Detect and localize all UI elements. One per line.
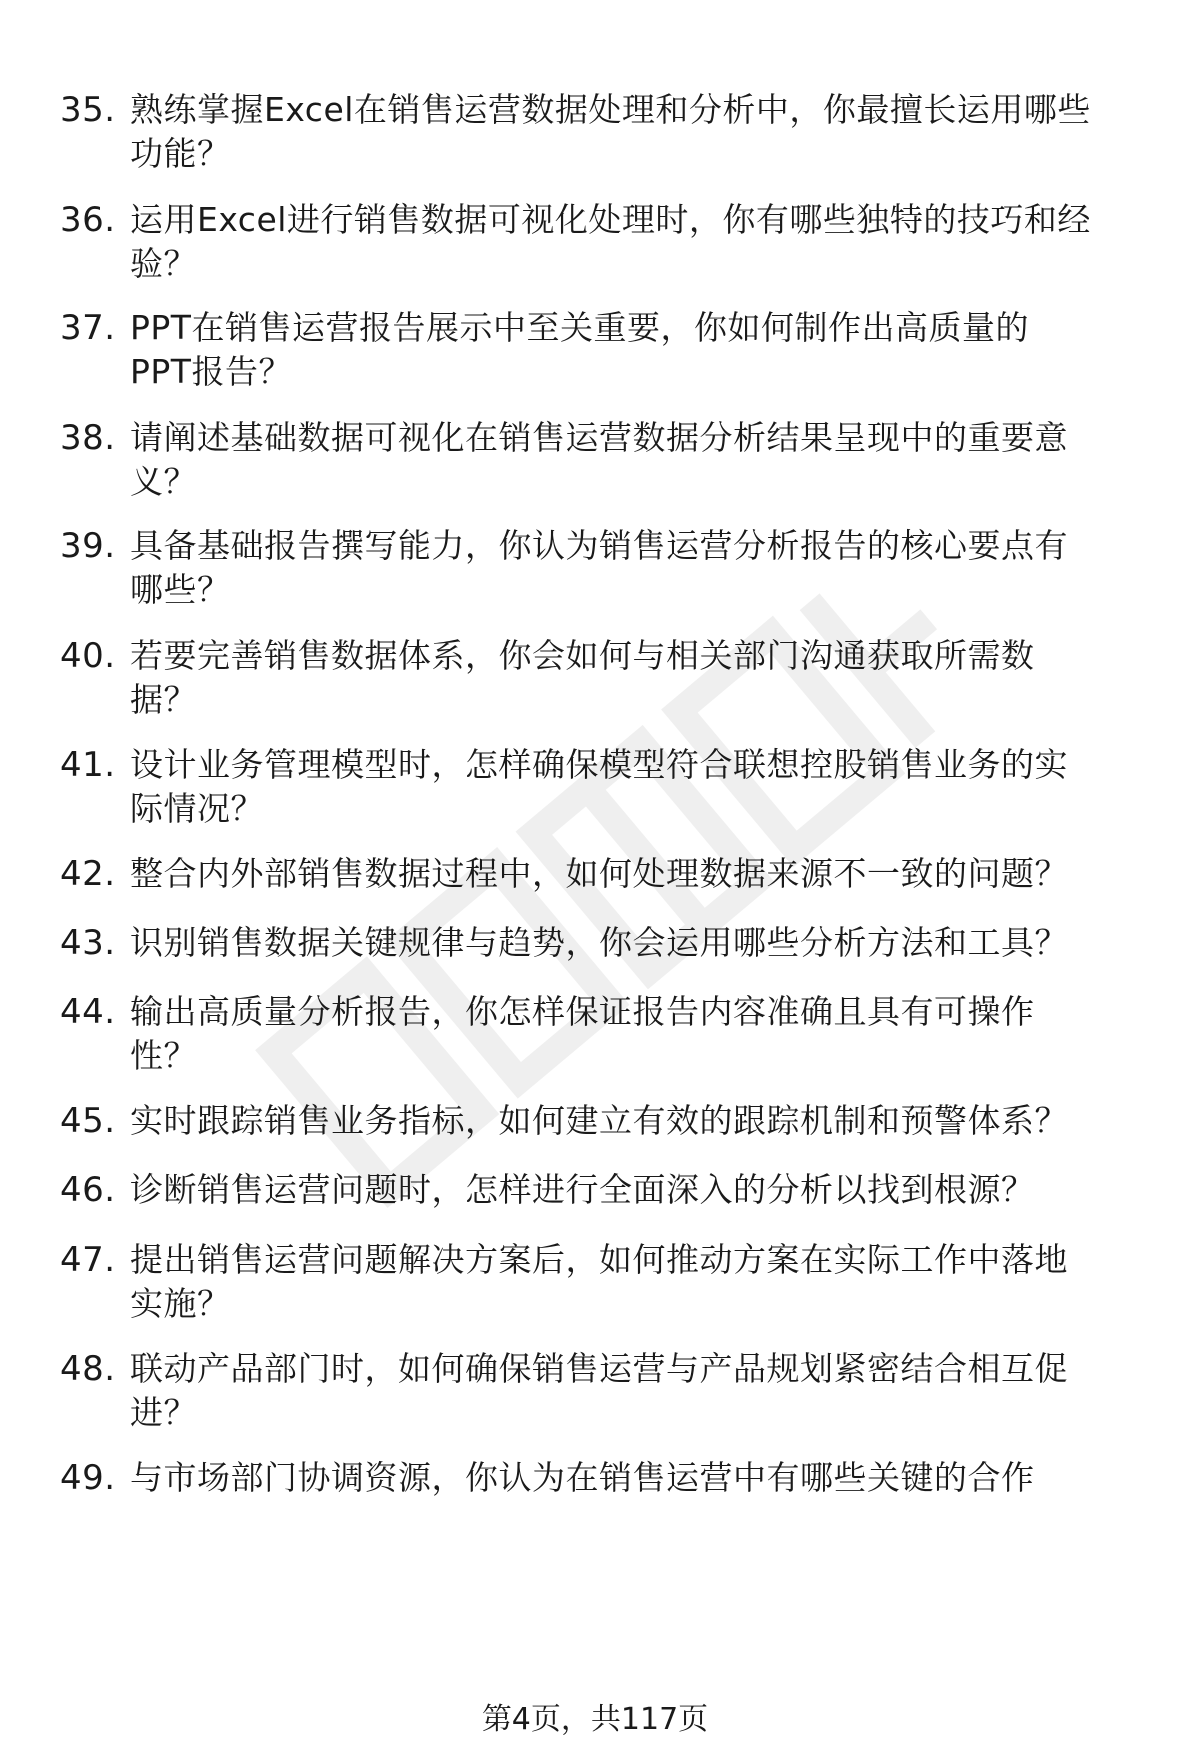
question-text [130,1238,1170,1326]
question-number: 45. [60,1101,116,1141]
question-line: 诊断销售运营问题时，怎样进行全面深入的分析以找到根源？ [130,1170,1035,1209]
question-line: 与市场部门协调资源，你认为在销售运营中有哪些关键的合作 [130,1458,1035,1497]
question-number: 47. [60,1240,116,1280]
question-line: 联动产品部门时，如何确保销售运营与产品规划紧密结合相互促 [130,1349,1068,1388]
question-text [130,921,1170,965]
question-number: 43. [60,923,116,963]
question-number: 42. [60,854,116,894]
question-number: 37. [60,308,116,348]
question-number: 49. [60,1458,116,1498]
question-line: 据？ [130,680,197,719]
question-number: 36. [60,200,116,240]
question-number: 40. [60,636,116,676]
question-line: 功能？ [130,134,231,173]
question-number: 38. [60,418,116,458]
question-number: 41. [60,745,116,785]
question-line: 若要完善销售数据体系，你会如何与相关部门沟通获取所需数 [130,636,1035,675]
question-line: 实时跟踪销售业务指标，如何建立有效的跟踪机制和预警体系？ [130,1101,1068,1140]
question-number: 39. [60,526,116,566]
question-text [130,634,1170,722]
question-text [130,1168,1170,1212]
question-line: 设计业务管理模型时，怎样确保模型符合联想控股销售业务的实 [130,745,1068,784]
question-line: PPT报告？ [130,352,292,391]
question-line: 际情况？ [130,789,264,828]
question-text [130,990,1170,1078]
question-line: 提出销售运营问题解决方案后，如何推动方案在实际工作中落地 [130,1240,1068,1279]
question-line: PPT在销售运营报告展示中至关重要，你如何制作出高质量的 [130,308,1029,347]
question-line: 具备基础报告撰写能力，你认为销售运营分析报告的核心要点有 [130,526,1068,565]
question-text [130,852,1170,896]
question-text [130,306,1170,394]
question-line: 性？ [130,1036,197,1075]
question-text [130,88,1170,176]
question-number: 44. [60,992,116,1032]
question-text [130,198,1170,286]
question-line: 哪些？ [130,570,231,609]
question-text [130,416,1170,504]
question-line: 进？ [130,1393,197,1432]
question-number: 35. [60,90,116,130]
question-line: 验？ [130,244,197,283]
question-line: 识别销售数据关键规律与趋势，你会运用哪些分析方法和工具？ [130,923,1068,962]
question-text [130,1099,1170,1143]
question-line: 义？ [130,462,197,501]
question-line: 熟练掌握Excel在销售运营数据处理和分析中，你最擅长运用哪些 [130,90,1091,129]
question-text [130,1347,1170,1435]
question-text [130,1456,1170,1500]
question-line: 整合内外部销售数据过程中，如何处理数据来源不一致的问题？ [130,854,1068,893]
question-number: 48. [60,1349,116,1389]
question-line: 实施？ [130,1284,231,1323]
page-number: 第4页，共117页 [481,1702,709,1737]
question-text [130,524,1170,612]
question-line: 请阐述基础数据可视化在销售运营数据分析结果呈现中的重要意 [130,418,1068,457]
question-number: 46. [60,1170,116,1210]
question-line: 输出高质量分析报告，你怎样保证报告内容准确且具有可操作 [130,992,1035,1031]
question-line: 运用Excel进行销售数据可视化处理时，你有哪些独特的技巧和经 [130,200,1091,239]
question-text [130,743,1170,831]
